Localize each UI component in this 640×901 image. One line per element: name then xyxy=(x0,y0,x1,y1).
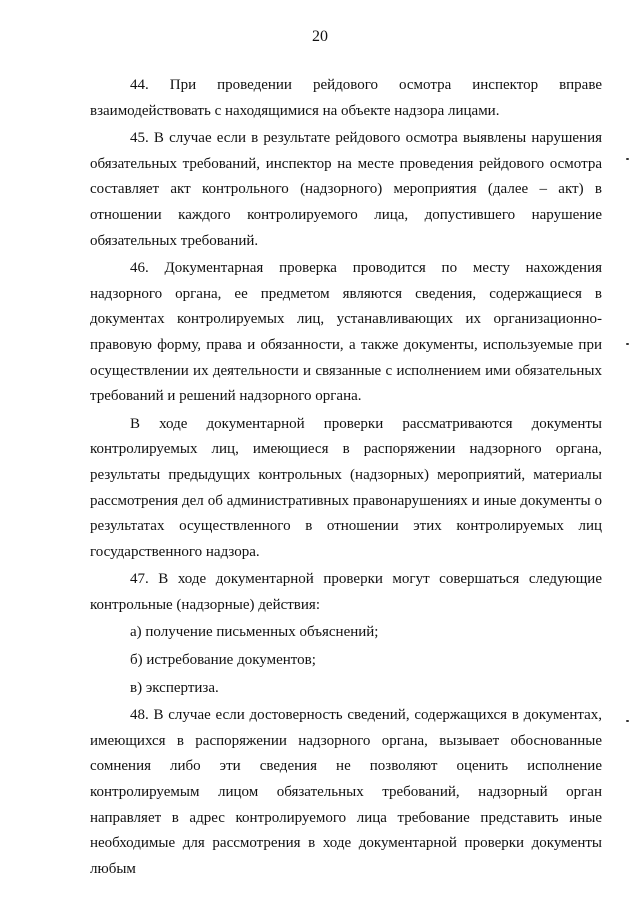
document-body xyxy=(90,73,602,884)
list-item-a: а) получение письменных объяснений; xyxy=(130,624,379,641)
list-item-b: б) истребование документов; xyxy=(130,652,316,669)
paragraph-48: 48. В случае если достоверность сведений, содержащихся в документах, имеющихся в распоряжении надзорного органа, вызывает обоснованные сомнения либо эти сведения не позволяют оценить исполнение контролируемым лицом обязательных требований, надзорный орган направляет в адрес контролируемого лица требование представить иные необходимые для рассмотрения в ходе документарной проверки документы любым xyxy=(90,707,602,877)
paragraph-46: 46. Документарная проверка проводится по месту нахождения надзорного органа, ее предметом являются сведения, содержащиеся в документах контролируемых лиц, устанавливающих их организационно-правовую форму, права и обязанности, а также документы, используемые при осуществлении их деятельности и связанные с исполнением ими обязательных требований и решений надзорного органа. xyxy=(90,260,602,405)
paragraph-47: 47. В ходе документарной проверки могут совершаться следующие контрольные (надзорные) действия: xyxy=(90,571,602,613)
paragraph-45: 45. В случае если в результате рейдового осмотра выявлены нарушения обязательных требований, инспектор на месте проведения рейдового осмотра составляет акт контрольного (надзорного) мероприятия (далее – акт) в отношении каждого контролируемого лица, допустившего нарушение обязательных требований. xyxy=(90,130,602,249)
paragraph-46-continued: В ходе документарной проверки рассматриваются документы контролируемых лиц, имеющиеся в распоряжении надзорного органа, результаты предыдущих контрольных (надзорных) мероприятий, материалы рассмотрения дел об административных правонарушениях и иные документы о результатах осуществленного в отношении этих контролируемых лиц государственного надзора. xyxy=(90,415,602,560)
list-item-c: в) экспертиза. xyxy=(130,679,219,696)
paragraph-44: 44. При проведении рейдового осмотра инспектор вправе взаимодействовать с находящимися на объекте надзора лицами. xyxy=(90,77,602,119)
scan-speck xyxy=(626,343,629,345)
scan-speck xyxy=(626,158,629,160)
page-number: 20 xyxy=(312,28,328,45)
scan-speck xyxy=(626,720,629,722)
